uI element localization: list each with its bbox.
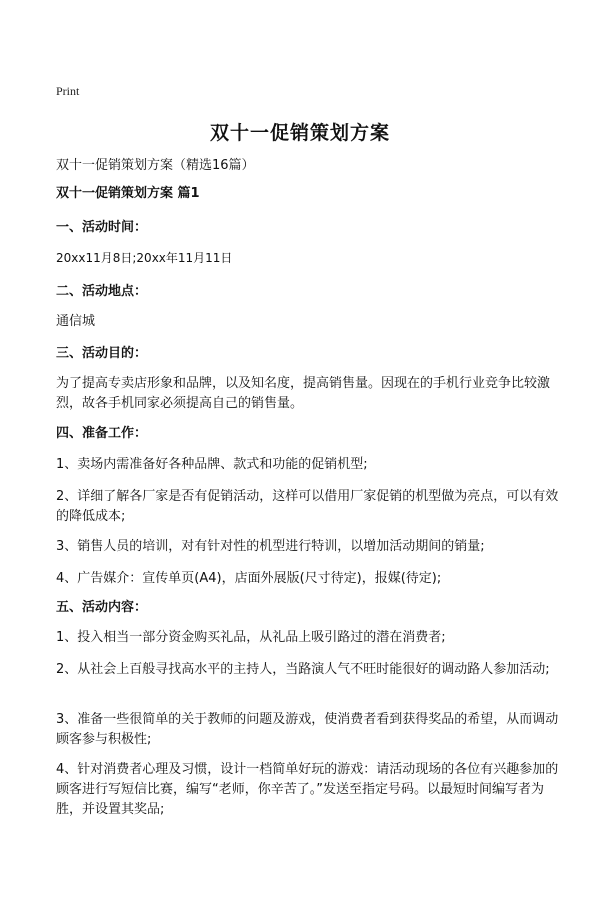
- section-content-heading: 五、活动内容：: [56, 600, 148, 615]
- prep-item: 2、详细了解各厂家是否有促销活动，这样可以借用厂家促销的机型做为亮点，可以有效的降低成本;: [56, 489, 559, 524]
- content-item: 2、从社会上百般寻找高水平的主持人，当路演人气不旺时能很好的调动路人参加活动;: [56, 662, 550, 677]
- prep-item: 1、卖场内需准备好各种品牌、款式和功能的促销机型;: [56, 457, 368, 472]
- section-place-text: 通信城: [56, 314, 96, 329]
- document-subtitle: 双十一促销策划方案（精选16篇）: [56, 158, 255, 173]
- document-title: 双十一促销策划方案: [209, 122, 390, 144]
- section-time-heading: 一、活动时间：: [56, 220, 148, 235]
- section-time-text: 20xx11月8日;20xx年11月11日: [56, 251, 233, 265]
- prep-item: 3、销售人员的培训，对有针对性的机型进行特训，以增加活动期间的销量;: [56, 539, 485, 554]
- print-link[interactable]: Print: [56, 84, 80, 98]
- content-item: 3、准备一些很简单的关于教师的问题及游戏，使消费者看到获得奖品的希望，从而调动顾客参与积极性;: [56, 712, 559, 747]
- section-place-heading: 二、活动地点：: [56, 284, 148, 299]
- content-item: 1、投入相当一部分资金购买礼品，从礼品上吸引路过的潜在消费者;: [56, 630, 446, 645]
- prep-item: 4、广告媒介：宣传单页(A4)，店面外展版(尺寸待定)，报媒(待定);: [56, 571, 442, 586]
- section-purpose-text: 为了提高专卖店形象和品牌，以及知名度，提高销售量。因现在的手机行业竞争比较激烈，故各手机同家必须提高自己的销售量。: [56, 376, 551, 411]
- article-heading: 双十一促销策划方案 篇1: [56, 186, 200, 201]
- section-purpose-heading: 三、活动目的：: [56, 346, 148, 361]
- section-prep-heading: 四、准备工作：: [56, 426, 148, 441]
- content-item: 4、针对消费者心理及习惯，设计一档简单好玩的游戏：请活动现场的各位有兴趣参加的顾客进行写短信比赛，编写“老师，你辛苦了。”发送至指定号码。以最短时间编写者为胜，并设置其奖品;: [56, 762, 559, 817]
